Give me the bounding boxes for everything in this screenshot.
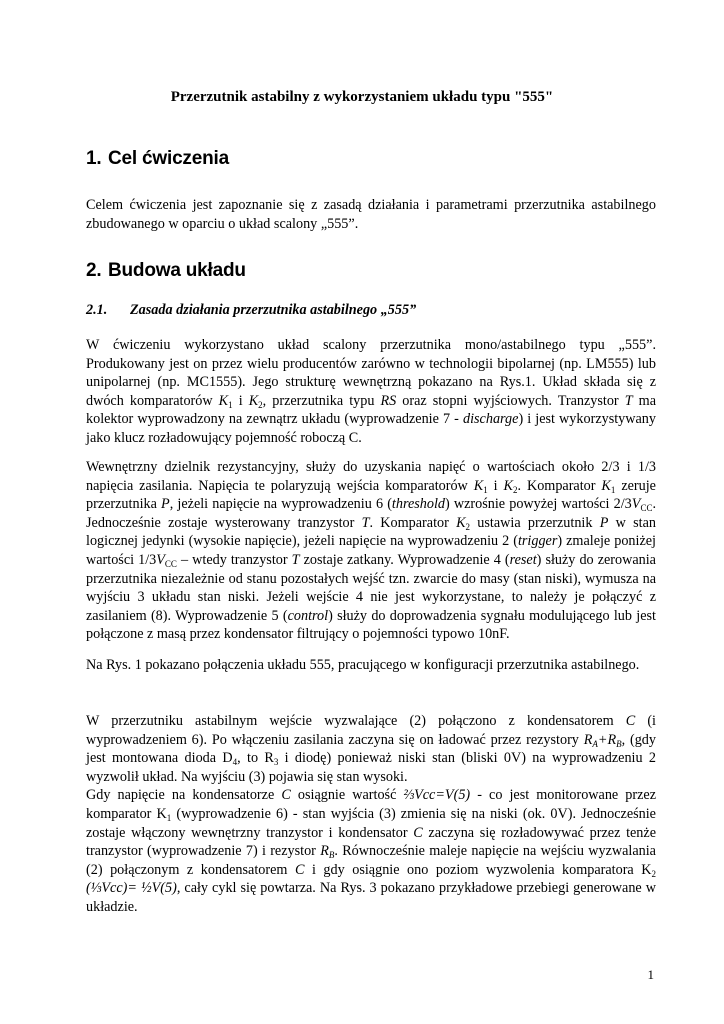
paragraph-aim: Celem ćwiczenia jest zapoznanie się z zasadą działania i parametrami przerzutnika astabilnego zbudowanego w oparciu o układ scalony „555”. (86, 197, 656, 232)
page-number: 1 (647, 967, 654, 982)
subsection-2-1-heading (86, 301, 416, 320)
subsection-2-1-number: 2.1. (86, 302, 108, 318)
section-2-heading (86, 262, 246, 281)
document-title: Przerzutnik astabilny z wykorzystaniem układu typu "555" (170, 89, 554, 105)
subsection-2-1-title: Zasada działania przerzutnika astabilnego „555” (130, 302, 417, 318)
paragraph-ic-structure: W ćwiczeniu wykorzystano układ scalony przerzutnika mono/astabilnego typu „555”. Produkowany jest on przez wielu producentów zarówno w technologii bipolarnej (np. LM555) lub unipolarnej (np. MC1555). Jego strukturę wewnętrzną pokazano na Rys.1. Układ składa się z dwóch komparatorów $K_1$ i $K_2$, przerzutnika typu RS oraz stopni wyjściowych. Tranzystor T ma kolektor wyprowadzony na zewnątrz układu (wyprowadzenie 7 - discharge) i jest wykorzystywany jako klucz rozładowujący pojemność roboczą C. (86, 337, 656, 446)
section-2-title: Budowa układu (108, 260, 246, 281)
section-1-heading (86, 150, 229, 169)
paragraph-astable-operation: W przerzutniku astabilnym wejście wyzwalające (2) połączono z kondensatorem C (i wyprowadzeniem 6). Po włączeniu zasilania zaczyna się on ładować przez rezystory $R_A+R_B$, (gdy jest montowana dioda $D_4$, to $R_3$ i diodę) ponieważ niski stan (bliski 0V) na wyprowadzeniu 2 wyzwolił układ. Na wyjściu (3) pojawia się stan wysoki. Gdy napięcie na kondensatorze C osiągnie wartość ⅔Vcc=V(5) - co jest monitorowane przez komparator $K_1$ (wyprowadzenie 6) - stan wyjścia (3) zmienia się na niski (ok. 0V). Jednocześnie zostaje włączony wewnętrzny tranzystor i kondensator C zaczyna się rozładowywać przez tenże tranzystor (wyprowadzenie 7) i rezystor $R_B$. Równocześnie maleje napięcie na wejściu wyzwalania (2) połączonym z kondensatorem C i gdy osiągnie ono poziom wyzwolenia komparatora $K_2$ (⅓Vcc)= ½V(5), cały cykl się powtarza. Na Rys. 3 pokazano przykładowe przebiegi generowane w układzie. (86, 713, 657, 915)
section-1-number: 1. (86, 148, 102, 169)
paragraph-divider-comparators: Wewnętrzny dzielnik rezystancyjny, służy do uzyskania napięć o wartościach około 2/3 i 1/3 napięcia zasilania. Napięcia te polaryzują wejścia komparatorów $K_1$ i $K_2$. Komparator $K_1$ zeruje przerzutnika P, jeżeli napięcie na wyprowadzeniu 6 (threshold) wzrośnie powyżej wartości $2/3V_{CC}$. Jednocześnie zostaje wysterowany tranzystor T. Komparator $K_2$ ustawia przerzutnik P w stan logicznej jedynki (wysokie napięcie), jeżeli napięcie na wyprowadzeniu 2 (trigger) zmaleje poniżej wartości $1/3V_{CC}$ – wtedy tranzystor T zostaje zatkany. Wyprowadzenie 4 (reset) służy do zerowania przerzutnika niezależnie od stanu pozostałych wejść tzn. zwarcie do masy (stan niski), wymusza na wyjściu 3 układu stan niski. Jeżeli wejście 4 nie jest wykorzystane, to należy je połączyć z zasilaniem (8). Wyprowadzenie 5 (control) służy do doprowadzenia sygnału modulującego lub jest połączone z masą przez kondensator filtrujący o pojemności typowo 10nF. (86, 459, 656, 643)
paragraph-fig1-reference: Na Rys. 1 pokazano połączenia układu 555, pracującego w konfiguracji przerzutnika astabilnego. (86, 657, 640, 673)
section-2-number: 2. (86, 260, 102, 281)
section-1-title: Cel ćwiczenia (108, 148, 229, 169)
